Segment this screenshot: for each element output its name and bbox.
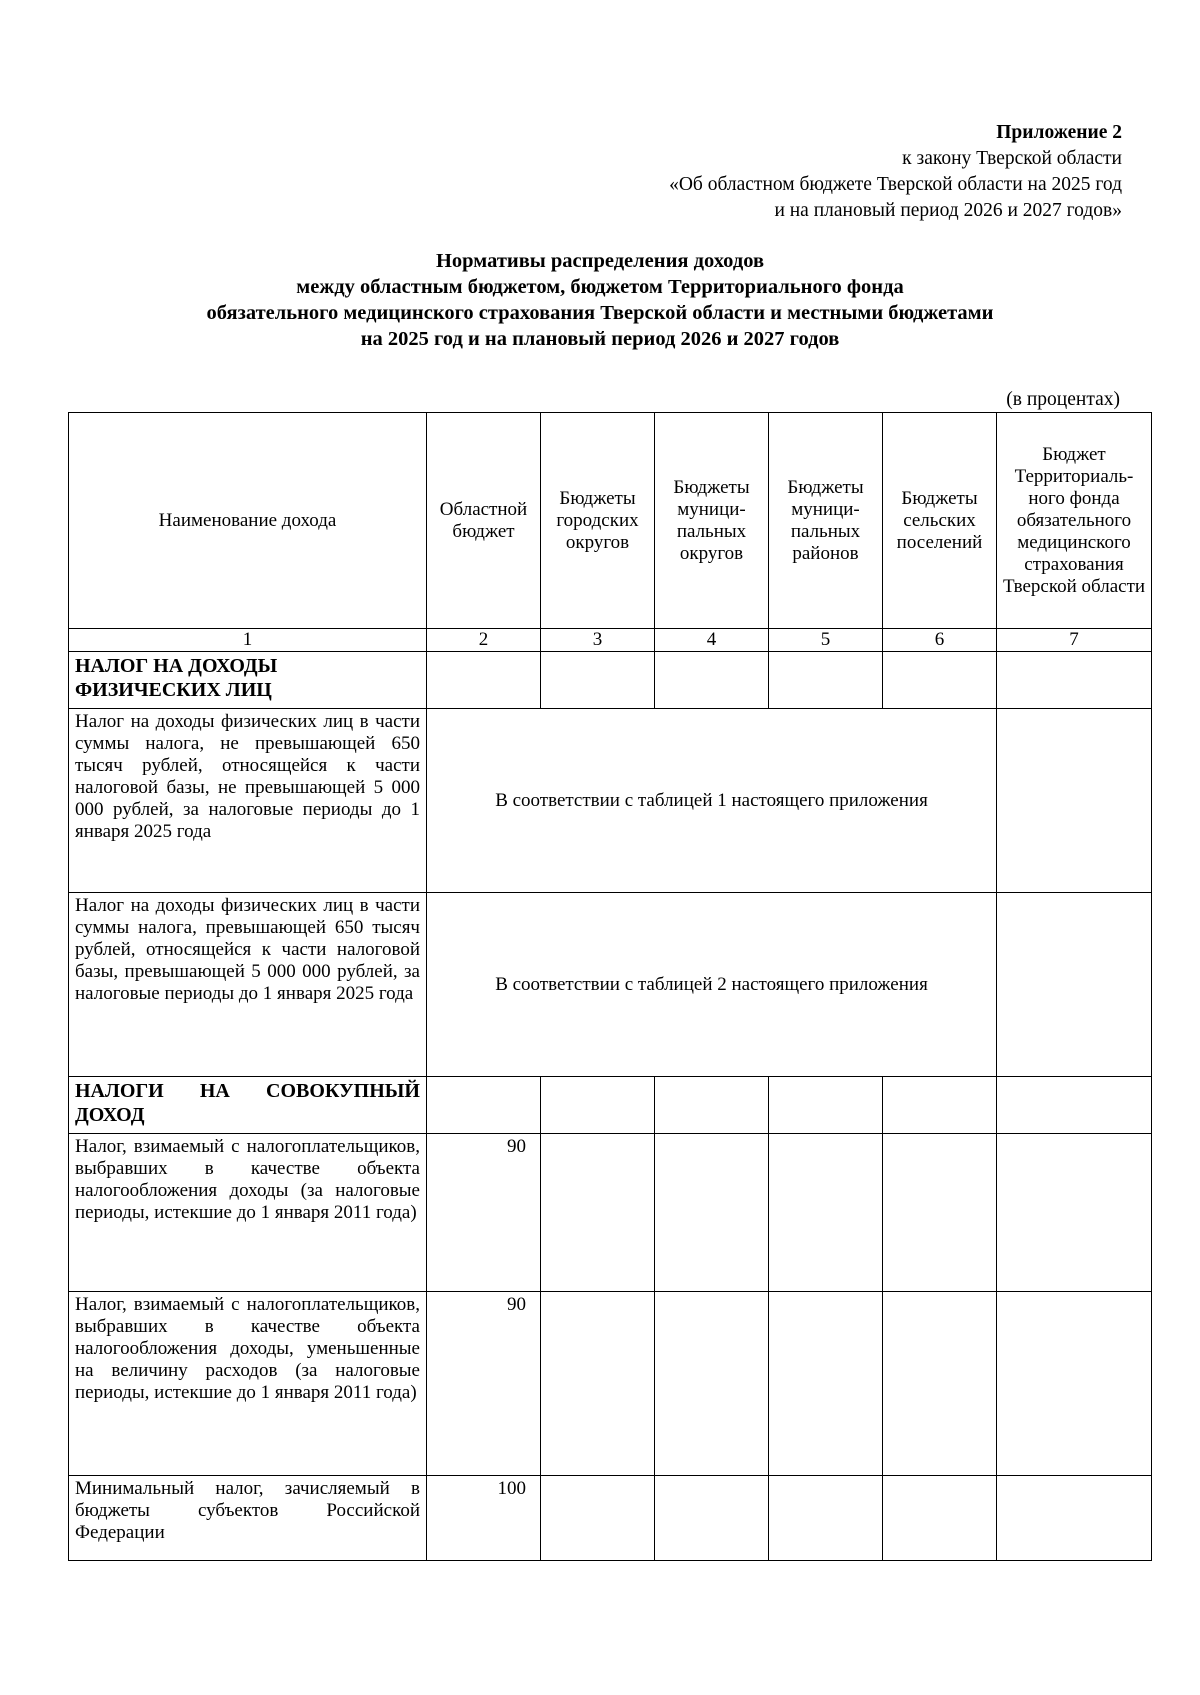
empty-cell — [541, 1476, 655, 1561]
empty-cell — [541, 652, 655, 709]
empty-cell — [769, 1292, 883, 1476]
empty-cell — [769, 652, 883, 709]
appendix-line-3: и на плановый период 2026 и 2027 годов» — [774, 200, 1122, 221]
empty-cell — [655, 1476, 769, 1561]
empty-cell — [655, 652, 769, 709]
table-row — [69, 1292, 1152, 1476]
table-row — [69, 709, 1152, 893]
empty-cell — [541, 1292, 655, 1476]
empty-cell — [997, 1134, 1152, 1292]
merged-note: В соответствии с таблицей 1 настоящего приложения — [427, 709, 997, 893]
empty-cell — [541, 1077, 655, 1134]
appendix-line-2: «Об областном бюджете Тверской области на 2025 год — [669, 174, 1122, 195]
header-cell-5: Бюджеты муници-пальных районов — [769, 413, 883, 629]
header-cell-4: Бюджеты муници-пальных округов — [655, 413, 769, 629]
table-row — [69, 1134, 1152, 1292]
document-title — [120, 248, 1080, 352]
header-cell-2: Областной бюджет — [427, 413, 541, 629]
column-number: 2 — [427, 629, 541, 652]
appendix-line-1: к закону Тверской области — [902, 148, 1122, 169]
appendix-header — [669, 120, 1122, 224]
empty-cell — [997, 893, 1152, 1077]
empty-cell — [769, 1476, 883, 1561]
empty-cell — [883, 1476, 997, 1561]
header-cell-6: Бюджеты сельских поселений — [883, 413, 997, 629]
column-number: 7 — [997, 629, 1152, 652]
empty-cell — [883, 1077, 997, 1134]
merged-note: В соответствии с таблицей 2 настоящего приложения — [427, 893, 997, 1077]
title-line-1: Нормативы распределения доходов — [435, 250, 765, 272]
empty-cell — [997, 1292, 1152, 1476]
value-cell: 90 — [427, 1292, 541, 1476]
empty-cell — [769, 1077, 883, 1134]
empty-cell — [997, 1476, 1152, 1561]
empty-cell — [427, 1077, 541, 1134]
empty-cell — [997, 709, 1152, 893]
appendix-label: Приложение 2 — [996, 122, 1122, 143]
column-number: 1 — [69, 629, 427, 652]
column-number: 6 — [883, 629, 997, 652]
empty-cell — [769, 1134, 883, 1292]
empty-cell — [655, 1134, 769, 1292]
table-row-section-ndfl — [69, 652, 1152, 709]
column-number: 3 — [541, 629, 655, 652]
income-name: Налог на доходы физических лиц в части суммы налога, не превышающей 650 тысяч рублей, относящейся к части налоговой базы, не превышающей 5 000 000 рублей, за налоговые периоды до 1 января 2025 года — [69, 709, 427, 893]
header-cell-1: Наименование дохода — [69, 413, 427, 629]
units-note: (в процентах) — [1006, 389, 1120, 410]
empty-cell — [427, 652, 541, 709]
empty-cell — [655, 1292, 769, 1476]
table-header-row — [69, 413, 1152, 629]
table-row-section-usn — [69, 1077, 1152, 1134]
empty-cell — [655, 1077, 769, 1134]
header-cell-7: Бюджет Территориаль-ного фонда обязательного медицинского страхования Тверской области — [997, 413, 1152, 629]
income-name: Налог, взимаемый с налогоплательщиков, выбравших в качестве объекта налогообложения доходы (за налоговые периоды, истекшие до 1 января 2011 года) — [69, 1134, 427, 1292]
value-cell: 90 — [427, 1134, 541, 1292]
header-cell-3: Бюджеты городских округов — [541, 413, 655, 629]
title-line-3: обязательного медицинского страхования Тверской области и местными бюджетами — [206, 302, 994, 324]
section-heading: НАЛОГИ НА СОВОКУПНЫЙ ДОХОД — [69, 1077, 427, 1134]
distribution-table — [68, 412, 1152, 1561]
table-row — [69, 1476, 1152, 1561]
column-number: 5 — [769, 629, 883, 652]
empty-cell — [997, 1077, 1152, 1134]
column-number: 4 — [655, 629, 769, 652]
title-line-4: на 2025 год и на плановый период 2026 и 2027 годов — [360, 328, 840, 350]
empty-cell — [883, 652, 997, 709]
income-name: Налог на доходы физических лиц в части суммы налога, превышающей 650 тысяч рублей, относящейся к части налоговой базы, превышающей 5 000 000 рублей, за налоговые периоды до 1 января 2025 года — [69, 893, 427, 1077]
income-name: Минимальный налог, зачисляемый в бюджеты субъектов Российской Федерации — [69, 1476, 427, 1561]
column-number-row — [69, 629, 1152, 652]
empty-cell — [883, 1292, 997, 1476]
income-name: Налог, взимаемый с налогоплательщиков, выбравших в качестве объекта налогообложения доходы, уменьшенные на величину расходов (за налоговые периоды, истекшие до 1 января 2011 года) — [69, 1292, 427, 1476]
empty-cell — [883, 1134, 997, 1292]
title-line-2: между областным бюджетом, бюджетом Территориального фонда — [296, 276, 904, 298]
section-heading: НАЛОГ НА ДОХОДЫ ФИЗИЧЕСКИХ ЛИЦ — [69, 652, 427, 709]
table-row — [69, 893, 1152, 1077]
empty-cell — [997, 652, 1152, 709]
value-cell: 100 — [427, 1476, 541, 1561]
empty-cell — [541, 1134, 655, 1292]
